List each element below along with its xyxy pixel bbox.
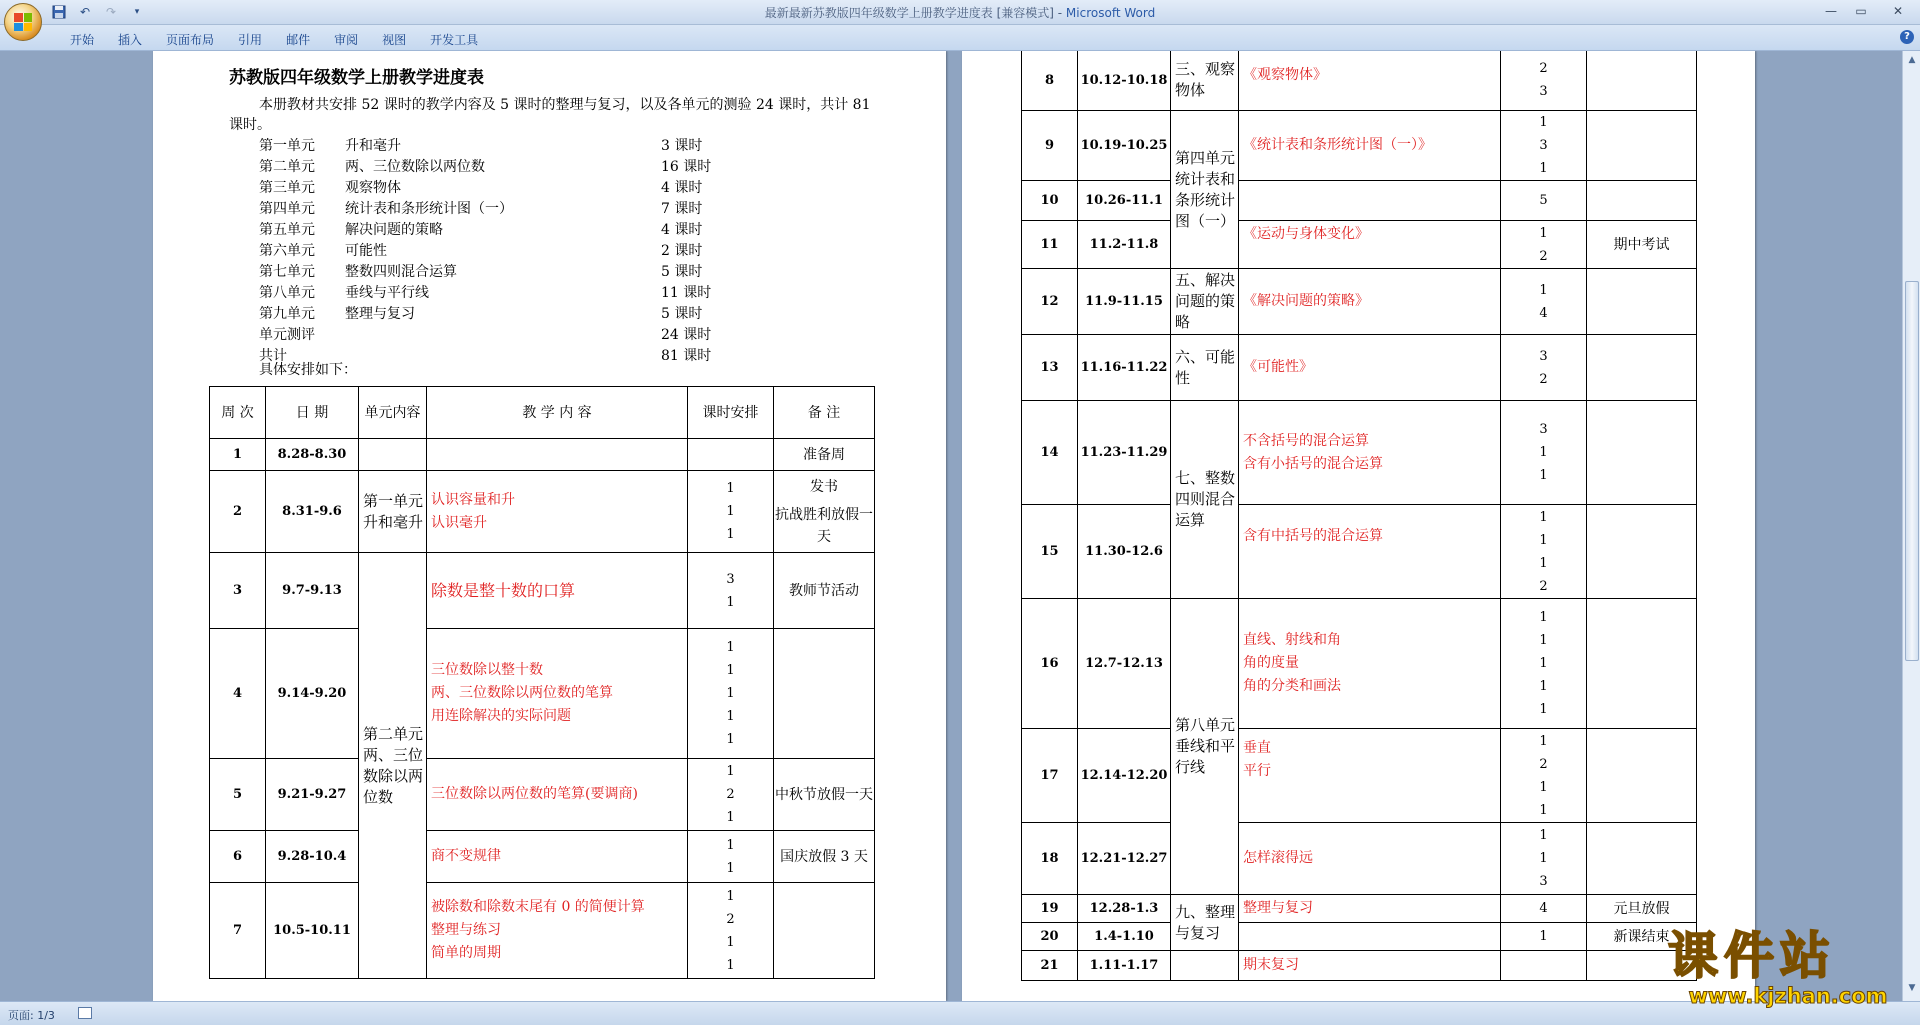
table-row[interactable]: 15 11.30-12.6 含有中括号的混合运算 1 1 1 2: [1022, 505, 1697, 599]
tab-home[interactable]: 开始: [70, 33, 95, 47]
table-row[interactable]: 12 11.9-11.15 五、解决问题的策略 《解决问题的策略》 1 4: [1022, 269, 1697, 335]
watermark-logo: [1668, 928, 1908, 1012]
header-date: 日 期: [266, 387, 359, 439]
office-button-icon[interactable]: [4, 3, 42, 41]
close-icon[interactable]: ✕: [1892, 4, 1904, 18]
intro-paragraph: 本册教材共安排 52 课时的教学内容及 5 课时的整理与复习，以及各单元的测验 24 课时，共计 81 课时。: [229, 97, 871, 133]
maximize-icon[interactable]: ▭: [1855, 4, 1867, 18]
table-row[interactable]: 17 12.14-12.20 垂直 平行 1 2 1 1: [1022, 729, 1697, 823]
unit-cell: 五、解决问题的策略: [1171, 269, 1239, 335]
unit-cell: 九、整理与复习: [1171, 895, 1239, 951]
table-row[interactable]: 5 9.21-9.27 三位数除以两位数的笔算(要调商) 1 2 1 中秋节放假一天: [210, 759, 875, 831]
tab-references[interactable]: 引用: [238, 33, 263, 47]
document-workspace[interactable]: [0, 51, 1902, 1001]
scroll-thumb[interactable]: [1905, 281, 1919, 661]
table-row[interactable]: 7 10.5-10.11 被除数和除数末尾有 0 的简便计算 整理与练习 简单的周期 1 2 1 1: [210, 883, 875, 979]
header-week: 周 次: [210, 387, 266, 439]
watermark-url: www.kjzhan.com: [1688, 984, 1888, 1008]
watermark-text: 课件站: [1668, 927, 1836, 985]
unit-cell: 三、观察物体: [1171, 51, 1239, 111]
table-row[interactable]: 9 10.19-10.25 第四单元统计表和条形统计图（一） 《统计表和条形统计图（一）》 1 3 1: [1022, 111, 1697, 181]
unit-cell: 第四单元统计表和条形统计图（一）: [1171, 111, 1239, 269]
proofing-icon[interactable]: [78, 1007, 92, 1019]
ribbon: [0, 25, 1920, 51]
table-row[interactable]: 11 11.2-11.8 《运动与身体变化》 1 2 期中考试: [1022, 221, 1697, 269]
table-row[interactable]: 6 9.28-10.4 商不变规律 1 1 国庆放假 3 天: [210, 831, 875, 883]
schedule-table-page-1[interactable]: [209, 386, 875, 979]
unit-cell: 第八单元垂线和平行线: [1171, 599, 1239, 895]
scroll-up-icon[interactable]: ▲: [1908, 55, 1916, 65]
table-header-row: [210, 387, 875, 439]
minimize-icon[interactable]: —: [1825, 4, 1837, 18]
header-hours: 课时安排: [688, 387, 774, 439]
table-row[interactable]: 3 9.7-9.13 第二单元两、三位数除以两位数 除数是整十数的口算 3 1 教师节活动: [210, 553, 875, 629]
undo-icon[interactable]: ↶: [79, 5, 91, 19]
unit-cell: 六、可能性: [1171, 335, 1239, 401]
schedule-intro: 具体安排如下：: [259, 362, 357, 378]
tab-developer[interactable]: 开发工具: [430, 33, 479, 47]
table-row[interactable]: 8 10.12-10.18 三、观察物体 《观察物体》 2 3: [1022, 51, 1697, 111]
table-row[interactable]: 19 12.28-1.3 九、整理与复习 整理与复习 4 元旦放假: [1022, 895, 1697, 923]
tab-page-layout[interactable]: 页面布局: [166, 33, 215, 47]
document-page-1[interactable]: 苏教版四年级数学上册教学进度表 本册教材共安排 52 课时的教学内容及 5 课时的整理与复习，以及各单元的测验 24 课时，共计 81 课时。 第一单元 升和毫升 3 课时 第二单元 两、三位数除以两位数 16 课时 第三单元 观察物体 4 课时 第四单元 统计表和条形统计图（一） 7 课时 第五单元 解决问题的策略 4 课时 第六单元 可能性 2 课时 第七单元 整数四则混合运算 5 课时 第八单元 垂线与平行线 11 课时 第九单元 整理与复习 5 课时 单元测评 24 课时 共计 81 课时 具体安排如下： 周 次 日 期 单元内容 教 学 内 容 课时安排 备 注 1 8.28-8.30 准备周 2 8.31-9.6 第一单元升和毫升 认识容量和升 认识毫升 1 1 1 发书 抗战胜利放假一天 3 9.7-9.13 第二单元两、三位数除以两位数 除数是整十数的口算 3 1 教师节活动 4 9.14-9.20 三位数除以整十数 两、三位数除以两位数的笔算 用连除解决的实际问题 1 1 1 1 1 5 9.21-9.27 三位数除以两位数的笔算(要调商) 1 2 1 中秋节放假一天 6 9.28-10.4 商不变规律 1 1 国庆放假 3 天 7 10.5-10.11 被除数和除数末尾有 0 的简便计算 整理与练习 简单的周期 1 2 1 1: [153, 51, 946, 1001]
window-title: 最新最新苏教版四年级数学上册教学进度表 [兼容模式] - Microsoft Word: [764, 6, 1156, 20]
table-row[interactable]: 2 8.31-9.6 第一单元升和毫升 认识容量和升 认识毫升 1 1 1 发书 抗战胜利放假一天: [210, 471, 875, 553]
customize-qat-icon[interactable]: ▾: [134, 7, 140, 17]
unit-cell: 七、整数四则混合运算: [1171, 401, 1239, 599]
redo-icon[interactable]: ↷: [105, 5, 117, 19]
tab-mailings[interactable]: 邮件: [286, 33, 311, 47]
help-icon[interactable]: ?: [1900, 30, 1914, 44]
tab-view[interactable]: 视图: [382, 33, 407, 47]
unit-cell: 第一单元升和毫升: [359, 471, 427, 553]
tab-review[interactable]: 审阅: [334, 33, 359, 47]
title-bar: [0, 0, 1920, 25]
header-unit: 单元内容: [359, 387, 427, 439]
status-page-count[interactable]: 页面: 1/3: [8, 1009, 55, 1022]
table-row[interactable]: 16 12.7-12.13 第八单元垂线和平行线 直线、射线和角 角的度量 角的分类和画法 1 1 1 1 1: [1022, 599, 1697, 729]
scroll-down-icon[interactable]: ▼: [1908, 983, 1916, 993]
table-row[interactable]: 1 8.28-8.30 准备周: [210, 439, 875, 471]
table-row[interactable]: 18 12.21-12.27 怎样滚得远 1 1 3: [1022, 823, 1697, 895]
header-notes: 备 注: [774, 387, 875, 439]
table-row[interactable]: 14 11.23-11.29 七、整数四则混合运算 不含括号的混合运算 含有小括号的混合运算 3 1 1: [1022, 401, 1697, 505]
ribbon-tabs: [58, 29, 490, 50]
unit-cell: 第二单元两、三位数除以两位数: [359, 553, 427, 979]
table-row[interactable]: 13 11.16-11.22 六、可能性 《可能性》 3 2: [1022, 335, 1697, 401]
page-title: 苏教版四年级数学上册教学进度表: [229, 68, 484, 88]
table-row[interactable]: 21 1.11-1.17 期末复习: [1022, 951, 1697, 981]
table-row[interactable]: 4 9.14-9.20 三位数除以整十数 两、三位数除以两位数的笔算 用连除解决的实际问题 1 1 1 1 1: [210, 629, 875, 759]
vertical-scrollbar[interactable]: [1902, 51, 1920, 1001]
window-controls: [1816, 0, 1920, 22]
table-row[interactable]: 20 1.4-1.10 1 新课结束: [1022, 923, 1697, 951]
header-content: 教 学 内 容: [427, 387, 688, 439]
document-page-2[interactable]: [962, 51, 1755, 1001]
table-row[interactable]: 10 10.26-11.1 5: [1022, 181, 1697, 221]
status-bar: [0, 1001, 1920, 1025]
tab-insert[interactable]: 插入: [118, 33, 143, 47]
schedule-table-page-2[interactable]: [1021, 51, 1697, 981]
